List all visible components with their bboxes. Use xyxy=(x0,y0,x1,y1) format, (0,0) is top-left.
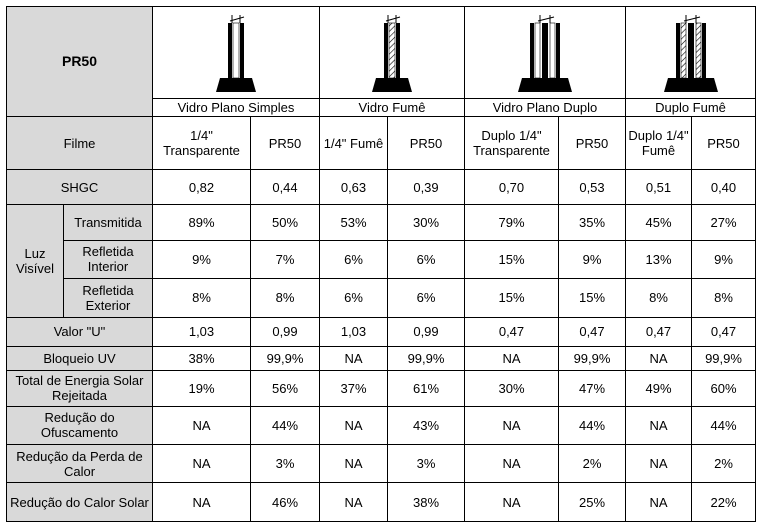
value-cell: 6% xyxy=(388,240,465,278)
value-cell: 0,82 xyxy=(153,169,251,204)
row-label-total-energia: Total de Energia Solar Rejeitada xyxy=(7,371,153,406)
value-cell: 19% xyxy=(153,371,251,406)
value-cell: 8% xyxy=(251,279,320,317)
value-cell: 44% xyxy=(251,406,320,444)
value-cell: 0,47 xyxy=(559,317,626,346)
group-header: Vidro Fumê xyxy=(320,99,465,117)
row-sublabel: Refletida Interior xyxy=(64,240,153,278)
value-cell: 99,9% xyxy=(388,346,465,370)
value-cell: 22% xyxy=(692,483,756,522)
value-cell: 44% xyxy=(559,406,626,444)
value-cell: 7% xyxy=(251,240,320,278)
row-sublabel: Refletida Exterior xyxy=(64,279,153,317)
value-cell: 89% xyxy=(153,205,251,240)
value-cell: 9% xyxy=(692,240,756,278)
value-cell: 30% xyxy=(465,371,559,406)
value-cell: 99,9% xyxy=(692,346,756,370)
value-cell: NA xyxy=(320,406,388,444)
value-cell: NA xyxy=(626,445,692,483)
row-label-luz-visivel: Luz Visível xyxy=(7,205,64,317)
value-cell: 6% xyxy=(320,279,388,317)
value-cell: 35% xyxy=(559,205,626,240)
value-cell: 47% xyxy=(559,371,626,406)
value-cell: 38% xyxy=(388,483,465,522)
single-tinted-glass-icon xyxy=(320,7,465,99)
group-header: Duplo Fumê xyxy=(626,99,756,117)
value-cell: 0,99 xyxy=(388,317,465,346)
value-cell: 38% xyxy=(153,346,251,370)
value-cell: 2% xyxy=(692,445,756,483)
value-cell: 99,9% xyxy=(251,346,320,370)
group-header: Vidro Plano Simples xyxy=(153,99,320,117)
table-title: PR50 xyxy=(7,7,153,117)
value-cell: 0,53 xyxy=(559,169,626,204)
value-cell: 1,03 xyxy=(320,317,388,346)
value-cell: 15% xyxy=(465,279,559,317)
value-cell: 0,47 xyxy=(465,317,559,346)
value-cell: 6% xyxy=(320,240,388,278)
value-cell: NA xyxy=(465,483,559,522)
value-cell: 8% xyxy=(153,279,251,317)
row-label-valor-u: Valor "U" xyxy=(7,317,153,346)
value-cell: 49% xyxy=(626,371,692,406)
value-cell: NA xyxy=(465,406,559,444)
value-cell: 27% xyxy=(692,205,756,240)
value-cell: NA xyxy=(626,346,692,370)
value-cell: 9% xyxy=(559,240,626,278)
value-cell: 30% xyxy=(388,205,465,240)
filme-cell: PR50 xyxy=(559,117,626,170)
value-cell: NA xyxy=(320,346,388,370)
value-cell: 44% xyxy=(692,406,756,444)
comparison-table xyxy=(6,6,756,522)
value-cell: 43% xyxy=(388,406,465,444)
filme-cell: 1/4" Transparente xyxy=(153,117,251,170)
value-cell: 99,9% xyxy=(559,346,626,370)
value-cell: 15% xyxy=(559,279,626,317)
value-cell: 8% xyxy=(626,279,692,317)
value-cell: 0,39 xyxy=(388,169,465,204)
double-clear-glass-icon xyxy=(465,7,626,99)
value-cell: 8% xyxy=(692,279,756,317)
value-cell: 3% xyxy=(251,445,320,483)
value-cell: 60% xyxy=(692,371,756,406)
value-cell: 46% xyxy=(251,483,320,522)
value-cell: NA xyxy=(320,483,388,522)
value-cell: 53% xyxy=(320,205,388,240)
filme-cell: PR50 xyxy=(251,117,320,170)
value-cell: NA xyxy=(465,445,559,483)
value-cell: NA xyxy=(465,346,559,370)
value-cell: 45% xyxy=(626,205,692,240)
row-label-bloqueio-uv: Bloqueio UV xyxy=(7,346,153,370)
row-label-shgc: SHGC xyxy=(7,169,153,204)
filme-cell: Duplo 1/4" Transparente xyxy=(465,117,559,170)
value-cell: 1,03 xyxy=(153,317,251,346)
value-cell: 15% xyxy=(465,240,559,278)
value-cell: 0,99 xyxy=(251,317,320,346)
value-cell: NA xyxy=(626,406,692,444)
value-cell: 0,47 xyxy=(692,317,756,346)
value-cell: 50% xyxy=(251,205,320,240)
row-label-reducao-calor-solar: Redução do Calor Solar xyxy=(7,483,153,522)
row-label-filme: Filme xyxy=(7,117,153,170)
value-cell: 0,63 xyxy=(320,169,388,204)
value-cell: 0,51 xyxy=(626,169,692,204)
value-cell: 13% xyxy=(626,240,692,278)
value-cell: NA xyxy=(153,406,251,444)
filme-cell: Duplo 1/4" Fumê xyxy=(626,117,692,170)
group-header: Vidro Plano Duplo xyxy=(465,99,626,117)
value-cell: 6% xyxy=(388,279,465,317)
value-cell: 79% xyxy=(465,205,559,240)
value-cell: 2% xyxy=(559,445,626,483)
value-cell: NA xyxy=(626,483,692,522)
value-cell: NA xyxy=(320,445,388,483)
value-cell: NA xyxy=(153,445,251,483)
row-sublabel: Transmitida xyxy=(64,205,153,240)
value-cell: 9% xyxy=(153,240,251,278)
value-cell: 0,44 xyxy=(251,169,320,204)
value-cell: 0,70 xyxy=(465,169,559,204)
value-cell: 3% xyxy=(388,445,465,483)
filme-cell: PR50 xyxy=(692,117,756,170)
value-cell: 56% xyxy=(251,371,320,406)
filme-cell: PR50 xyxy=(388,117,465,170)
value-cell: NA xyxy=(153,483,251,522)
value-cell: 25% xyxy=(559,483,626,522)
value-cell: 0,47 xyxy=(626,317,692,346)
double-tinted-glass-icon xyxy=(626,7,756,99)
value-cell: 0,40 xyxy=(692,169,756,204)
row-label-reducao-ofuscamento: Redução do Ofuscamento xyxy=(7,406,153,444)
single-clear-glass-icon xyxy=(153,7,320,99)
value-cell: 37% xyxy=(320,371,388,406)
row-label-reducao-perda-calor: Redução da Perda de Calor xyxy=(7,445,153,483)
value-cell: 61% xyxy=(388,371,465,406)
filme-cell: 1/4" Fumê xyxy=(320,117,388,170)
